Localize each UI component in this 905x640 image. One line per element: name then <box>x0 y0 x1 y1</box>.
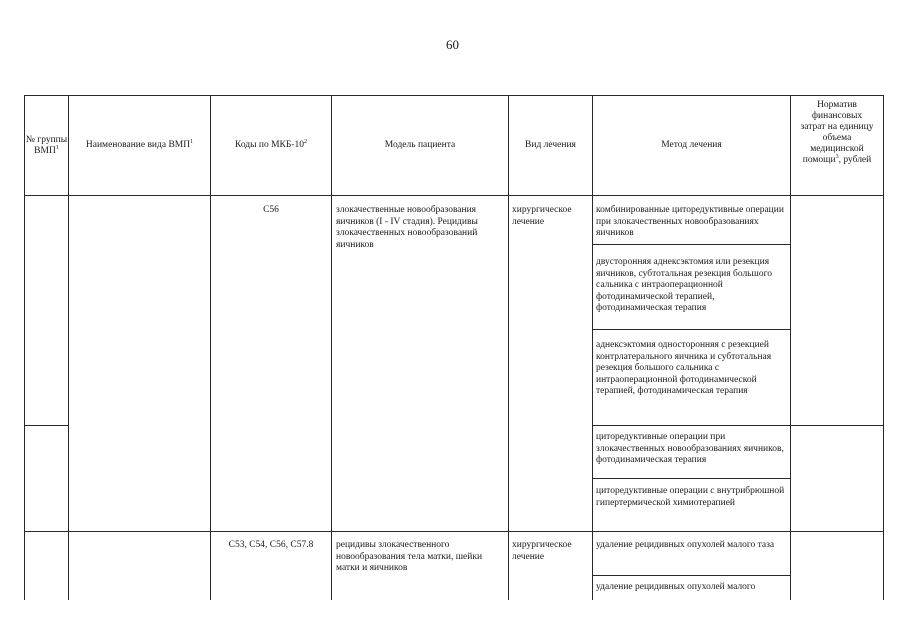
treatment-method-cell: комбинированные циторедуктивные операции при злокачественных новообразованиях яичников <box>596 205 784 238</box>
treatment-method-cell: аднексэктомия односторонняя с резекцией контрлатерального яичника и субтотальная резекция большого сальника с интраоперационной фотодинамической терапией, фотодинамическая терапия <box>596 340 772 396</box>
treatment-method-cell: циторедуктивные операции при злокачественных новообразованиях яичников, фотодинамическая терапия <box>596 432 784 465</box>
header-treatment-method: Метод лечения <box>661 140 722 150</box>
method-divider <box>592 329 790 330</box>
patient-model-cell: рецидивы злокачественного новообразования тела матки, шейки матки и яичников <box>336 540 483 573</box>
method-divider <box>592 575 790 576</box>
treatment-method-cell: удаление рецидивных опухолей малого <box>596 582 756 592</box>
treatment-type-cell: хирургическое лечение <box>512 540 572 562</box>
icd-codes-cell: C53, C54, C56, C57.8 <box>228 540 314 550</box>
header-icd-codes: Коды по МКБ-$10^2$ <box>234 138 308 150</box>
header-cost-standard: Норматив финансовых затрат на единицу объема медицинской помощи$^3$, рублей <box>800 100 874 165</box>
method-divider <box>592 478 790 479</box>
treatment-type-cell: хирургическое лечение <box>512 205 572 227</box>
method-divider <box>592 244 790 245</box>
row-divider <box>24 531 884 532</box>
patient-model-cell: злокачественные новообразования яичников (I - IV стадия). Рецидивы злокачественных новообразований яичников <box>336 205 478 250</box>
treatment-method-cell: двусторонняя аднексэктомия или резекция яичников, субтотальная резекция большого сальника с интраоперационной фотодинамической терапией, фотодинамическая терапия <box>596 257 772 313</box>
header-treatment-type: Вид лечения <box>525 140 576 150</box>
icd-codes-cell: C56 <box>263 205 279 215</box>
treatment-method-cell: циторедуктивные операции с внутрибрюшной гипертермической химиотерапией <box>596 486 785 508</box>
treatment-method-cell: удаление рецидивных опухолей малого таза <box>596 540 775 550</box>
page-number: 60 <box>446 37 459 52</box>
group-divider <box>24 425 68 426</box>
table-border-right <box>883 95 884 600</box>
header-divider <box>24 195 884 196</box>
header-group-number: № группы ВМП$^1$ <box>25 134 68 156</box>
cost-divider <box>790 425 884 426</box>
method-divider <box>592 425 790 426</box>
column-divider <box>790 95 791 600</box>
header-vmp-name: Наименование вида ВМП$^1$ <box>85 138 194 150</box>
header-patient-model: Модель пациента <box>384 140 456 150</box>
